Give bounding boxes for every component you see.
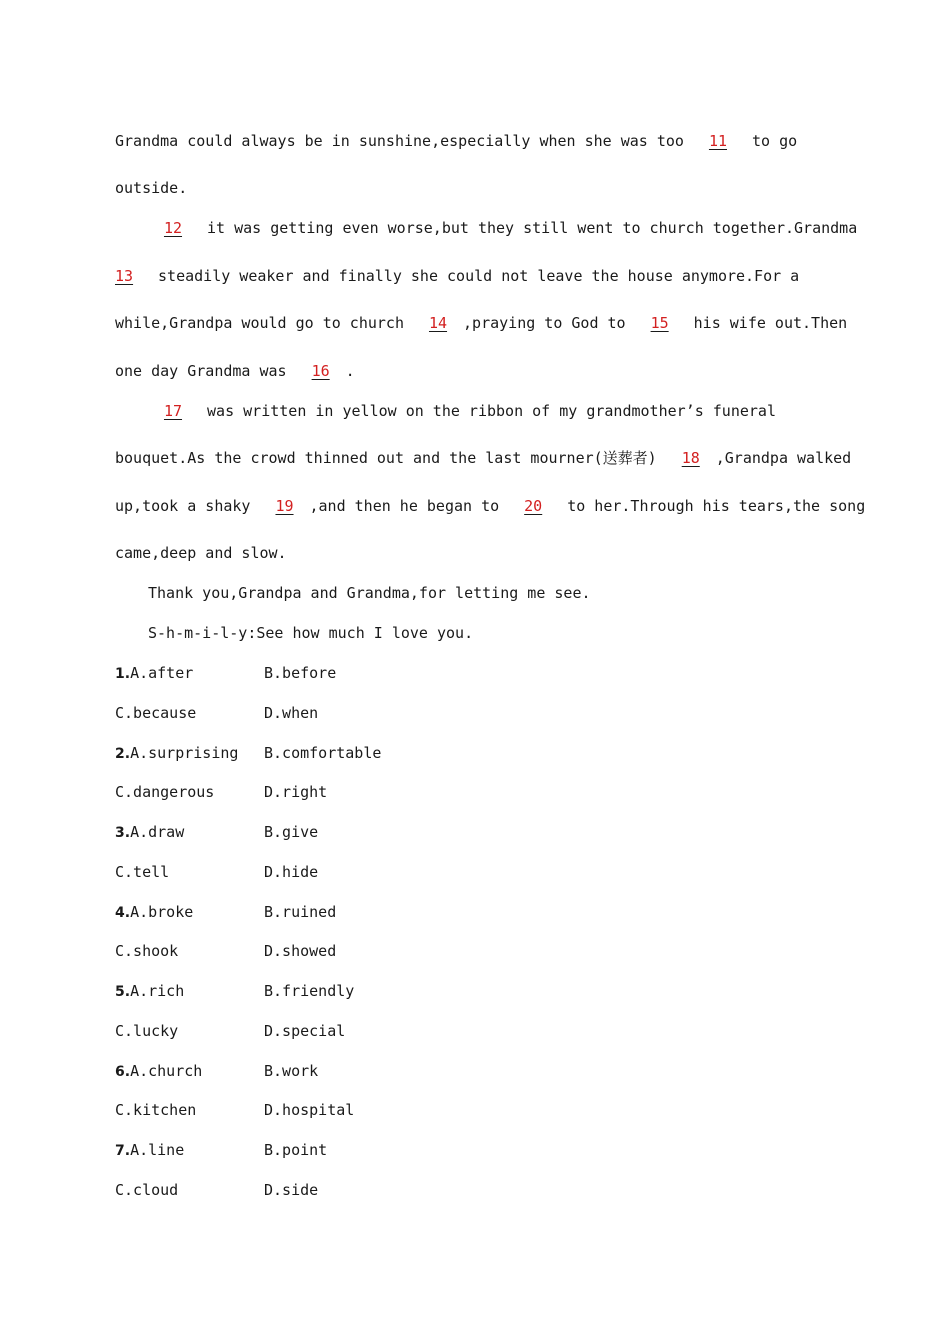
passage-line [115,131,797,151]
question-number: 6. [115,1064,131,1080]
passage-line [148,401,776,421]
option-d[interactable]: D.special [264,1022,346,1040]
option-d[interactable]: D.hide [264,863,319,881]
blank-number: 20 [524,497,543,515]
passage-text: was written in yellow on the ribbon of my grandmother’s funeral [198,402,776,420]
option-c[interactable]: C.lucky [115,1022,179,1040]
blank-16[interactable] [296,361,346,381]
option-c[interactable]: C.dangerous [115,783,215,801]
passage-line [115,313,847,333]
option-b[interactable]: B.ruined [264,903,337,921]
option-b[interactable]: B.give [264,823,319,841]
option-b[interactable]: B.comfortable [264,744,382,762]
option-c[interactable]: C.because [115,704,197,722]
option-d[interactable]: D.right [264,783,328,801]
passage-text: . [345,362,355,380]
passage-text: up,took a shaky [115,497,260,515]
option-a[interactable]: 2.A.surprising [115,744,239,762]
passage-text: to her.Through his tears,the song [558,497,866,515]
passage-text: came,deep and slow. [115,544,287,562]
passage-text: ,Grandpa walked [715,449,852,467]
blank-number: 13 [115,267,134,285]
blank-15[interactable] [635,313,685,333]
option-b[interactable]: B.work [264,1062,319,1080]
option-a[interactable]: 6.A.church [115,1062,203,1080]
option-d[interactable]: D.side [264,1181,319,1199]
passage-line [115,496,865,516]
passage-text: while,Grandpa would go to church [115,314,414,332]
passage-line [115,178,187,198]
option-a[interactable]: 4.A.broke [115,903,194,921]
option-b[interactable]: B.friendly [264,982,355,1000]
blank-20[interactable] [508,496,558,516]
blank-12[interactable] [148,218,198,238]
passage-line [115,361,355,381]
option-a[interactable]: 3.A.draw [115,823,185,841]
option-a[interactable]: 7.A.line [115,1141,185,1159]
blank-number: 12 [163,219,183,237]
option-d[interactable]: D.showed [264,942,337,960]
option-a[interactable]: 1.A.after [115,664,194,682]
option-d[interactable]: D.when [264,704,319,722]
question-number: 5. [115,984,131,1000]
option-c[interactable]: C.cloud [115,1181,179,1199]
option-b[interactable]: B.before [264,664,337,682]
option-d[interactable]: D.hospital [264,1101,355,1119]
passage-text: his wife out.Then [684,314,848,332]
blank-number: 15 [650,314,669,332]
blank-number: 19 [275,497,294,515]
passage-text: steadily weaker and finally she could not leave the house anymore.For a [149,267,800,285]
question-number: 1. [115,666,131,682]
question-number: 4. [115,905,131,921]
question-number: 7. [115,1143,131,1159]
passage-text: one day Grandma was [115,362,296,380]
passage-text: ,and then he began to [309,497,509,515]
option-c[interactable]: C.tell [115,863,170,881]
blank-number: 14 [428,314,448,332]
option-a[interactable]: 5.A.rich [115,982,185,1000]
passage-line [148,218,857,238]
blank-18[interactable] [666,448,716,468]
passage-text: ,praying to God to [463,314,635,332]
blank-11[interactable] [693,131,743,151]
passage-text: Grandma could always be in sunshine,especially when she was too [115,132,693,150]
passage-text: it was getting even worse,but they still went to church together.Grandma [198,219,858,237]
blank-19[interactable] [260,496,310,516]
passage-text: outside. [115,179,188,197]
blank-number: 18 [681,449,700,467]
blank-number: 11 [708,132,727,150]
passage-text: to go [742,132,798,150]
blank-14[interactable] [413,313,463,333]
question-number: 2. [115,746,131,762]
passage-line: Thank you,Grandpa and Grandma,for letting me see. [148,584,591,602]
blank-13[interactable] [115,266,149,286]
passage-line [115,448,851,468]
option-b[interactable]: B.point [264,1141,328,1159]
blank-number: 16 [311,362,330,380]
passage-line: S-h-m-i-l-y:See how much I love you. [148,624,474,642]
option-c[interactable]: C.shook [115,942,179,960]
option-c[interactable]: C.kitchen [115,1101,197,1119]
blank-17[interactable] [148,401,198,421]
passage-line [115,543,287,563]
question-number: 3. [115,825,131,841]
passage-line [115,266,799,286]
passage-text: bouquet.As the crowd thinned out and the last mourner(送葬者) [115,449,666,467]
blank-number: 17 [163,402,183,420]
